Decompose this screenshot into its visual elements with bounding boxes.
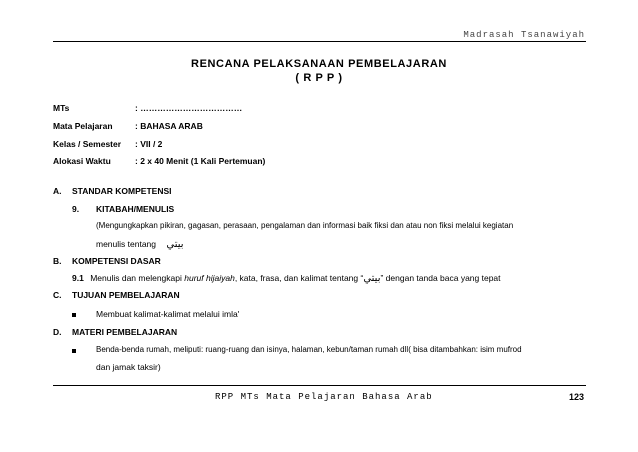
meta-value-time: : 2 x 40 Menit (1 Kali Pertemuan) [135, 156, 266, 166]
arabic-word-b: بيتي [363, 273, 381, 284]
document-subtitle: ( R P P ) [295, 72, 343, 84]
meta-value-class: : VII / 2 [135, 139, 163, 149]
meta-label-class: Kelas / Semester [53, 139, 122, 149]
document-title: RENCANA PELAKSANAAN PEMBELAJARAN [191, 58, 447, 70]
section-b-italic: huruf hijaiyah [184, 273, 235, 283]
section-b-text-before: Menulis dan melengkapi [90, 273, 182, 283]
section-d-heading: MATERI PEMBELAJARAN [72, 327, 178, 337]
section-a-sub-number: 9. [72, 204, 80, 214]
meta-value-mts: : ……………………………… [135, 103, 243, 113]
footer-text: RPP MTs Mata Pelajaran Bahasa Arab [215, 392, 433, 402]
section-a-line-2-text: menulis tentang [96, 239, 157, 249]
section-c-heading: TUJUAN PEMBELAJARAN [72, 290, 180, 300]
meta-label-mts: MTs [53, 103, 70, 113]
section-b-heading: KOMPETENSI DASAR [72, 256, 161, 266]
meta-label-subject: Mata Pelajaran [53, 121, 113, 131]
page-number: 123 [568, 392, 584, 402]
meta-label-time: Alokasi Waktu [53, 156, 111, 166]
section-a-line-1: (Mengungkapkan pikiran, gagasan, perasaan, pengalaman dan informasi baik fiksi dan atau non fiksi melalui kegiatan [96, 221, 514, 230]
section-a-line-2 [96, 239, 184, 250]
footer-rule [53, 385, 586, 386]
section-b-text-mid: , kata, frasa, dan kalimat tentang “ [234, 273, 364, 283]
section-d-bullet-line-2: dan jamak taksir) [96, 362, 161, 372]
section-a-sub-title: KITABAH/MENULIS [96, 204, 175, 214]
section-a-letter: A. [53, 186, 62, 196]
arabic-word: بيتي [166, 239, 184, 250]
running-header: Madrasah Tsanawiyah [463, 30, 585, 40]
section-b-text-after: ” dengan tanda baca yang tepat [380, 273, 501, 283]
section-b-number: 9.1 [72, 273, 84, 283]
meta-value-subject: : BAHASA ARAB [135, 121, 203, 131]
section-b-line [72, 273, 501, 284]
section-d-letter: D. [53, 327, 62, 337]
section-d-bullet-line-1: Benda-benda rumah, meliputi: ruang-ruang dan isinya, halaman, kebun/taman rumah dll( bisa ditambahkan: isim mufrod [96, 345, 522, 354]
section-a-heading: STANDAR KOMPETENSI [72, 186, 172, 196]
header-rule [53, 41, 586, 42]
section-b-letter: B. [53, 256, 62, 266]
bullet-icon [72, 349, 76, 353]
section-c-bullet-text: Membuat kalimat-kalimat melalui imla' [96, 309, 240, 319]
bullet-icon [72, 313, 76, 317]
section-c-letter: C. [53, 290, 62, 300]
